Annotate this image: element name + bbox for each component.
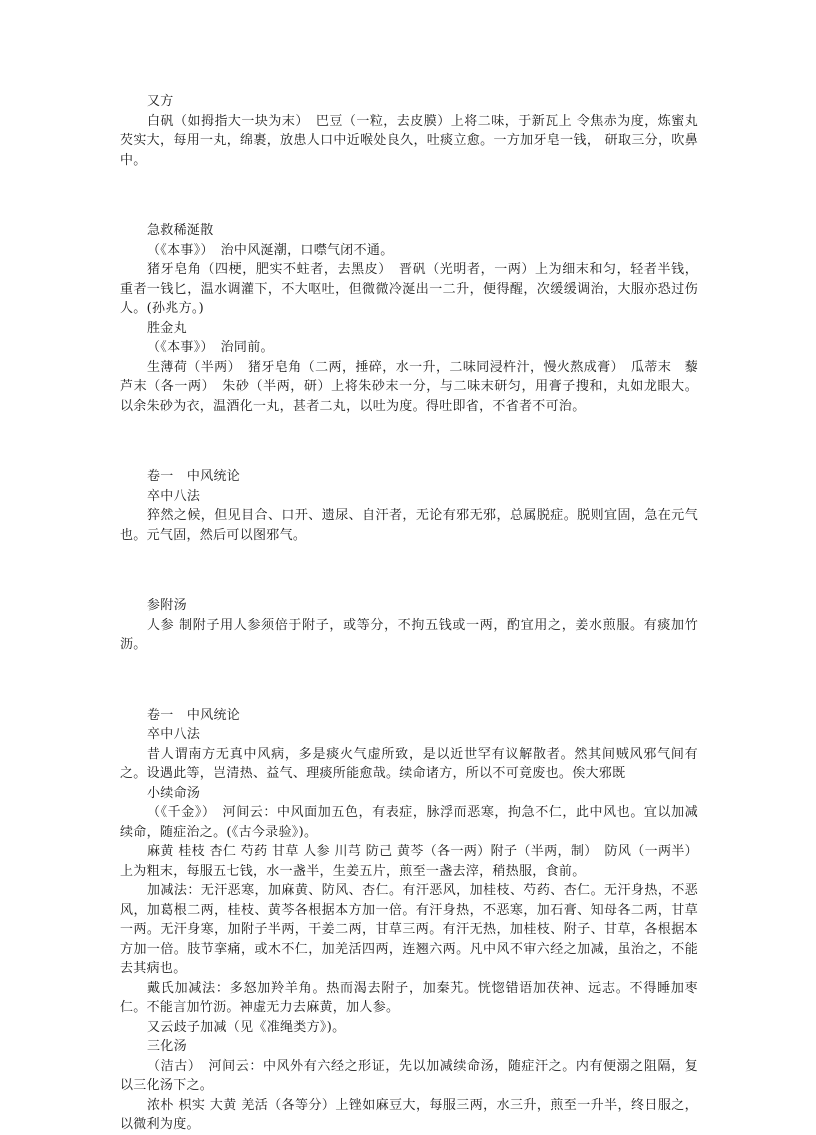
- text-column: [120, 92, 698, 1135]
- section-heading: 急救稀涎散: [147, 223, 214, 238]
- paragraph: 人参 制附子用人参须倍于附子，或等分，不拘五钱或一两，酌宜用之，姜水煎服。有痰加竹沥。: [120, 617, 698, 652]
- blank-line: [120, 432, 698, 451]
- blank-line: [120, 561, 698, 580]
- paragraph: 生薄荷（半两） 猪牙皂角（二两，捶碎，水一升，二味同浸杵汁，慢火熬成膏） 瓜蒂末 藜芦末（各一两） 朱砂（半两，研）上将朱砂末一分，与二味末研匀，用膏子搜和，丸如龙眼大。以余朱砂为衣，温酒化一丸，甚者二丸，以吐为度。得吐即省，不省者不可治。: [120, 359, 698, 414]
- paragraph: （《本事》） 治同前。: [147, 340, 274, 355]
- blank-line: [120, 186, 698, 205]
- paragraph: 加减法：无汗恶寒，加麻黄、防风、杏仁。有汗恶风，加桂枝、芍药、杏仁。无汗身热，不恶风，加葛根二两，桂枝、黄芩各根据本方加一倍。有汗身热，不恶寒，加石膏、知母各二两，甘草一两。无汗身寒，加附子半两，干姜二两，甘草三两。有汗无热，加桂枝、附子、甘草，各根据本方加一倍。肢节挛痛，或木不仁，加羌活四两，连翘六两。凡中风不审六经之加减，虽治之，不能去其病也。: [120, 883, 698, 976]
- blank-line: [120, 671, 698, 690]
- paragraph: 麻黄 桂枝 杏仁 芍药 甘草 人参 川芎 防己 黄芩（各一两）附子（半两，制） 防风（一两半）上为粗末，每服五七钱，水一盏半，生姜五片，煎至一盏去滓，稍热服，食前。: [120, 844, 698, 879]
- paragraph: 昔人谓南方无真中风病，多是痰火气虚所致，是以近世罕有议解散者。然其间贼风邪气间有之。设遇此等，岂清热、益气、理痰所能愈哉。续命诸方，所以不可竟废也。俟大邪既: [120, 746, 698, 781]
- section-heading: 卷一 中风统论: [147, 707, 241, 723]
- section-heading: 卒中八法: [147, 727, 201, 742]
- section-heading: 又云歧子加减（见《准绳类方》)。: [147, 1019, 346, 1035]
- section-heading: 三化汤: [147, 1039, 187, 1054]
- paragraph: 白矾（如拇指大一块为末） 巴豆（一粒，去皮膜）上将二味，于新瓦上 令焦赤为度，炼蜜丸芡实大，每用一丸，绵裹，放患人口中近喉处良久，吐痰立愈。一方加牙皂一钱， 研取三分，吹鼻中。: [120, 113, 698, 168]
- section-heading: 胜金丸: [147, 320, 187, 336]
- section-heading: 参附汤: [147, 598, 187, 613]
- section-heading: 卒中八法: [147, 488, 201, 504]
- paragraph: （《本事》） 治中风涎潮，口噤气闭不通。: [147, 242, 394, 258]
- section-heading: 小续命汤: [147, 785, 201, 801]
- paragraph: 猪牙皂角（四梗，肥实不蛀者，去黑皮） 晋矾（光明者，一两）上为细末和匀，轻者半钱，重者一钱匕，温水调灌下，不大呕吐，但微微冷涎出一二升，便得醒，次缓缓调治，大服亦恐过伤人。(孙兆方。): [120, 262, 698, 316]
- section-heading: 卷一 中风统论: [147, 469, 241, 484]
- paragraph: 浓朴 枳实 大黄 羌活（各等分）上锉如麻豆大，每服三两，水三升，煎至一升半，终日服之，以微利为度。: [120, 1097, 698, 1132]
- paragraph: （洁古） 河间云：中风外有六经之形证，先以加减续命汤，随症汗之。内有便溺之阻隔，复以三化汤下之。: [120, 1058, 698, 1093]
- paragraph: 戴氏加减法：多怒加羚羊角。热而渴去附子，加秦艽。恍惚错语加茯神、远志。不得睡加枣仁。不能言加竹沥。神虚无力去麻黄，加人参。: [120, 980, 698, 1015]
- paragraph: （《千金》） 河间云：中风面加五色，有表症，脉浮而恶寒，拘急不仁，此中风也。宜以加减续命，随症治之。(《古今录验》)。: [120, 805, 698, 840]
- paragraph: 猝然之候，但见目合、口开、遗尿、自汗者，无论有邪无邪，总属脱症。脱则宜固，急在元气也。元气固，然后可以图邪气。: [120, 508, 698, 543]
- section-heading: 又方: [147, 94, 174, 109]
